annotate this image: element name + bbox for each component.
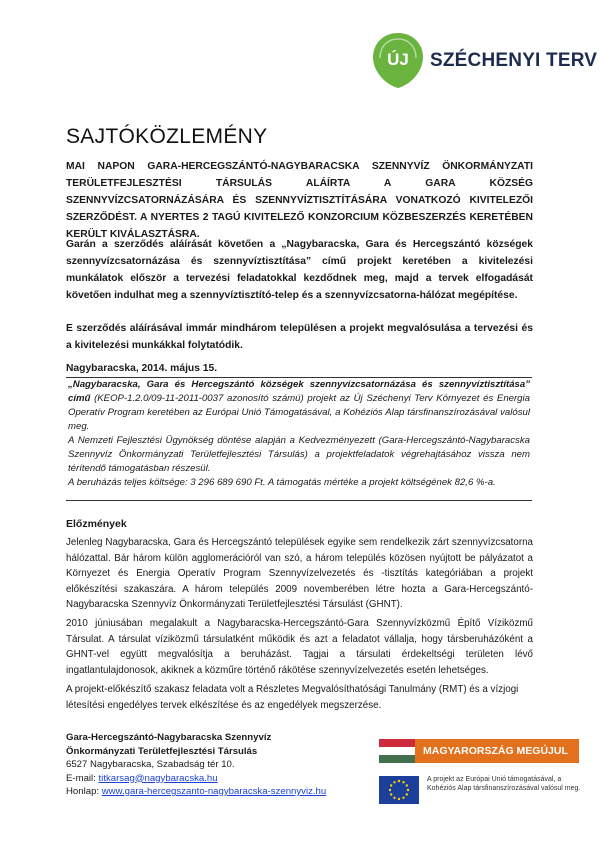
email-row: [66, 772, 326, 786]
project-info-text: (KEOP-1.2.0/09-11-2011-0037 azonosító számú) projekt az Új Széchenyi Terv Környezet és Energia Operatív Program keretében az Európai Unió Támogatásával, a Kohéziós Alap társfinanszírozásával valósul meg.: [68, 393, 530, 432]
history-heading: Előzmények: [66, 518, 127, 530]
org-name-line-2: Önkormányzati Területfejlesztési Társulás: [66, 745, 258, 757]
project-cost: A beruházás teljes költsége: 3 296 689 690 Ft. A támogatás mértéke a projekt költségének 82,6 %-a.: [68, 477, 496, 488]
org-address: 6527 Nagybaracska, Szabadság tér 10.: [66, 759, 235, 770]
email-link[interactable]: titkarsag@nagybaracska.hu: [98, 772, 218, 784]
logo-badge-text: ÚJ: [387, 50, 409, 69]
contact-footer: [66, 731, 326, 799]
logo-text: SZÉCHENYI TERV: [430, 50, 598, 71]
history-paragraph-2: 2010 júniusában megalakult a Nagybaracska-Hercegszántó-Gara Szennyvízközmű Építő Víziközmű Társulat. A társulat víziközmű társulatként működik és azt a feladatot vállalja, hogy társberuházóként a GHNT-vel együtt megvalósítja a beruházást. Tagjai a társulati érdekeltségi területen lévő ingatlantulajdonosok, akiknek a közműre történő rákötése szennyvízelvezetés esetén lehetséges.: [66, 618, 533, 676]
eu-support-text: A projekt az Európai Unió támogatásával, a Kohéziós Alap társfinanszírozásával valósul meg.: [427, 776, 581, 792]
website-label: Honlap:: [66, 786, 102, 797]
history-paragraph-3: A projekt-előkészítő szakasz feladata volt a Részletes Megvalósíthatósági Tanulmány (RMT) és a vízjogi létesítési engedélyes tervek elkészítése és az engedélyek megszerzése.: [66, 684, 519, 711]
website-row: [66, 785, 326, 799]
body-paragraph-1: Garán a szerződés aláírását követően a „Nagybaracska, Gara és Hercegszántó községek szennyvízcsatornázása és szennyvíztisztítása” című projekt keretében a kivitelezési munkálatok először a tervezési feladatokkal kezdődnek meg, majd a tervek elfogadását követően indulhat meg a szennyvíztisztító-telep és a szennyvízcsatorna-hálózat megépítése.: [66, 239, 533, 301]
banner-text: MAGYARORSZÁG MEGÚJUL: [423, 745, 568, 757]
project-name: „Nagybaracska, Gara és Hercegszántó községek szennyvízcsatornázása és szennyvíztisztítása” című: [68, 379, 530, 404]
magyarorszag-megujul-banner: [379, 739, 579, 763]
org-name-line-1: Gara-Hercegszántó-Nagybaracska Szennyvíz: [66, 732, 272, 743]
lead-paragraph: MAI NAPON GARA-HERCEGSZÁNTÓ-NAGYBARACSKA SZENNYVÍZ ÖNKORMÁNYZATI TERÜLETFEJLESZTÉSI TÁRSULÁS ALÁÍRTA A GARA KÖZSÉG SZENNYVÍZCSATORNÁZÁSÁRA ÉS SZENNYVÍZTISZTÍTÁSÁRA VONATKOZÓ KIVITELEZŐI SZERZŐDÉST. A NYERTES 2 TAGÚ KIVITELEZŐ KONZORCIUM KÖZBESZERZÉS KERETÉBEN KERÜLT KIVÁLASZTÁSRA.: [66, 161, 533, 240]
project-info-paragraph-1: [68, 378, 530, 434]
project-info-paragraph-2: A Nemzeti Fejlesztési Ügynökség döntése alapján a Kedvezményezett (Gara-Hercegszántó-Nagybaracska Szennyvíz Önkormányzati Területfejlesztési Társulás) a projektfeladatok végrehajtásához vissza nem térítendő támogatásban részesül.: [68, 435, 530, 474]
eu-support-notice: [379, 773, 589, 809]
body-paragraph-2: E szerződés aláírásával immár mindhárom településen a projekt megvalósulása a tervezési és a kivitelezési munkákkal folytatódik.: [66, 323, 533, 351]
dateline: Nagybaracska, 2014. május 15.: [66, 363, 218, 374]
page-title: SAJTÓKÖZLEMÉNY: [66, 125, 268, 148]
history-paragraph-1: Jelenleg Nagybaracska, Gara és Hercegszántó települések egyike sem rendelkezik zárt szennyvízcsatorna hálózattal. Bár három külön agglomerációról van szó, a három település közösen nyújtott be pályázatot a Környezet és Energia Operatív Program Szennyvízelvezetés és -tisztítás kategóriában a projekt előkészítési szakaszára. A három település 2009 novemberében létre hozta a Gara-Hercegszántó-Nagybaracska Szennyvíz Önkormányzati Területfejlesztési Társulást (GHNT).: [66, 537, 533, 610]
website-link[interactable]: www.gara-hercegszanto-nagybaracska-szennyviz.hu: [101, 786, 327, 797]
eu-flag-icon: [379, 776, 419, 804]
project-info-box: [66, 377, 532, 501]
szechenyi-terv-logo: [368, 30, 598, 90]
email-label: E-mail:: [66, 772, 99, 784]
